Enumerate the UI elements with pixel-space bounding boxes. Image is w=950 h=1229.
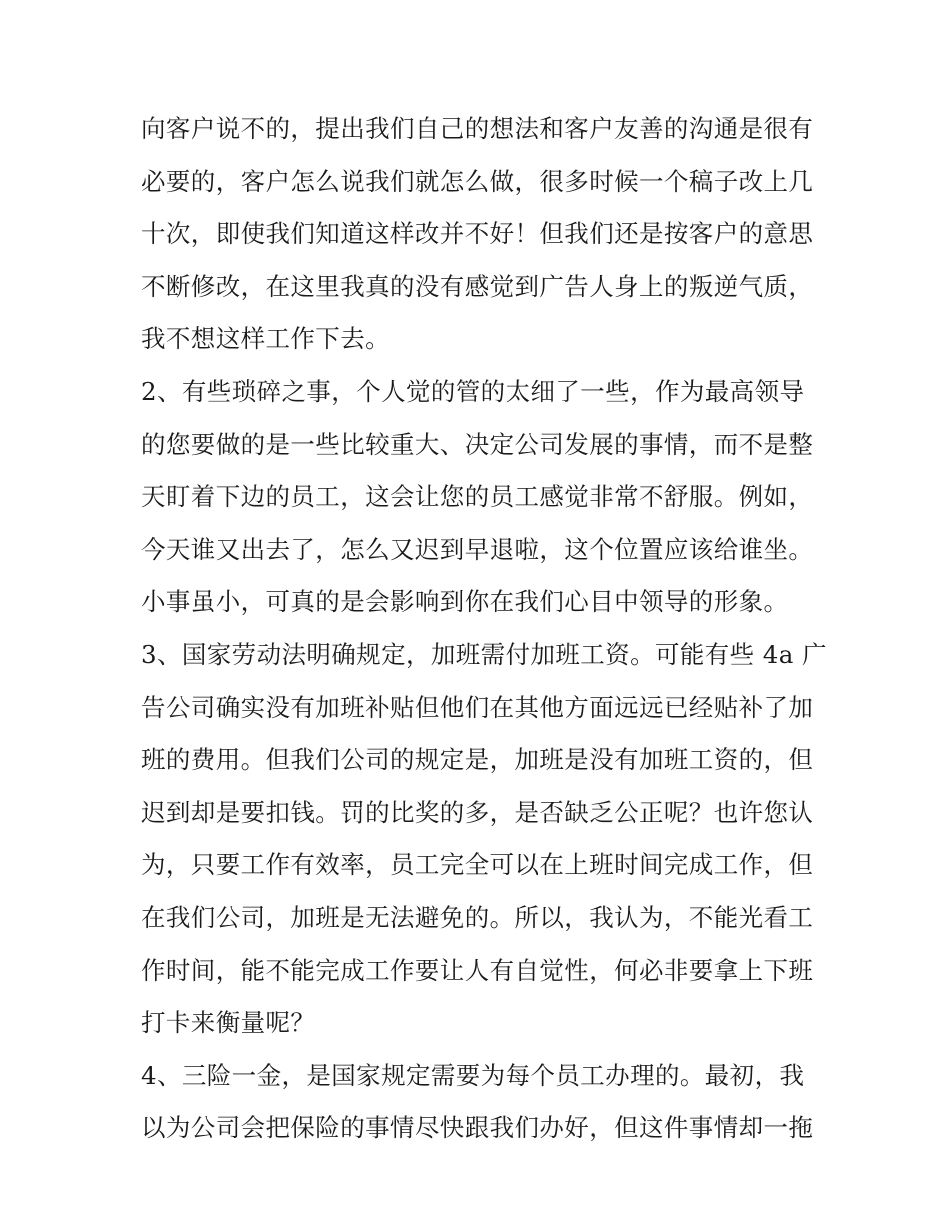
text-line: 迟到却是要扣钱。罚的比奖的多，是否缺乏公正呢？也许您认: [141, 797, 814, 827]
text-line: 以为公司会把保险的事情尽快跟我们办好，但这件事情却一拖: [141, 1113, 814, 1143]
text-line: 不断修改，在这里我真的没有感觉到广告人身上的叛逆气质，: [141, 271, 814, 301]
text-line: 小事虽小，可真的是会影响到你在我们心目中领导的形象。: [141, 587, 789, 617]
text-line: 向客户说不的，提出我们自己的想法和客户友善的沟通是很有: [141, 114, 814, 143]
text-line: 为，只要工作有效率，员工完全可以在上班时间完成工作，但: [141, 850, 814, 880]
text-line: 打卡来衡量呢？: [141, 1008, 316, 1038]
text-line: 我不想这样工作下去。: [141, 324, 390, 354]
body-text: [141, 109, 827, 1161]
text-line: 3、国家劳动法明确规定，加班需付加班工资。可能有些 4a 广: [141, 639, 827, 669]
text-line: 告公司确实没有加班补贴但他们在其他方面远远已经贴补了加: [141, 692, 814, 722]
text-line: 2、有些琐碎之事，个人觉的管的太细了一些，作为最高领导: [141, 376, 805, 406]
text-line: 班的费用。但我们公司的规定是，加班是没有加班工资的，但: [141, 745, 814, 775]
text-line: 天盯着下边的员工，这会让您的员工感觉非常不舒服。例如，: [141, 482, 814, 512]
text-line: 4、三险一金，是国家规定需要为每个员工办理的。最初，我: [141, 1060, 805, 1090]
text-line: 今天谁又出去了，怎么又迟到早退啦，这个位置应该给谁坐。: [141, 534, 814, 564]
text-line: 作时间，能不能完成工作要让人有自觉性，何必非要拿上下班: [141, 955, 814, 985]
text-line: 必要的，客户怎么说我们就怎么做，很多时候一个稿子改上几: [141, 166, 814, 196]
text-line: 十次，即使我们知道这样改并不好！但我们还是按客户的意思: [141, 219, 814, 249]
text-line: 的您要做的是一些比较重大、决定公司发展的事情，而不是整: [141, 429, 814, 459]
text-line: 在我们公司，加班是无法避免的。所以，我认为，不能光看工: [141, 902, 814, 932]
